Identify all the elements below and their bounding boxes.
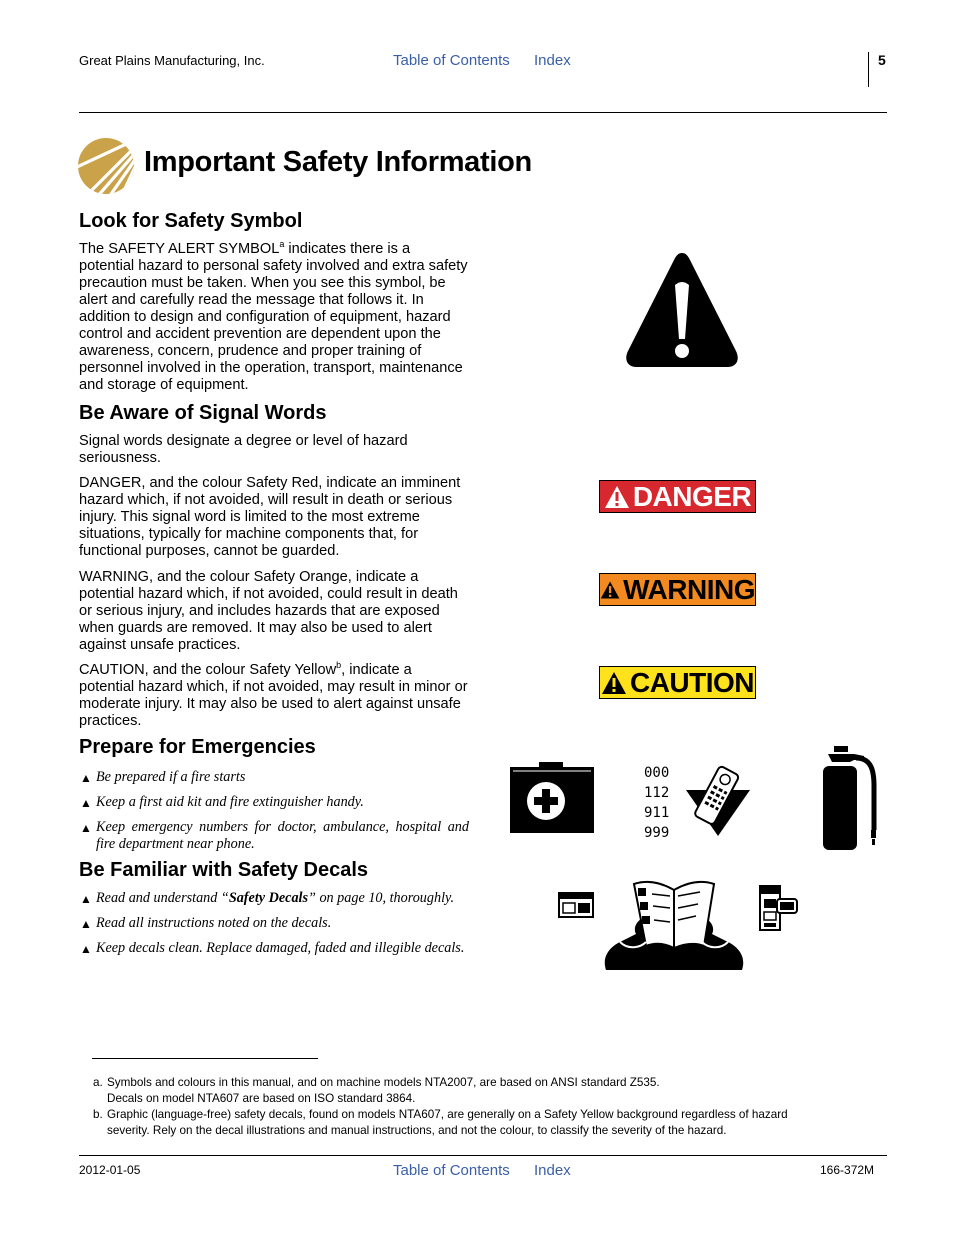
footnote-a [93,1075,867,1107]
page-title: Important Safety Information [144,146,532,178]
list-item: ▲ Keep decals clean. Replace damaged, faded and illegible decals. [80,940,465,956]
section-heading-signal-words: Be Aware of Signal Words [79,402,327,424]
caution-sign [599,666,756,699]
list-item: ▲ Be prepared if a fire starts [80,769,246,785]
footnote-text: Graphic (language-free) safety decals, found on models NTA607, are generally on a Safety Yellow background regardless of hazard [107,1108,788,1121]
danger-paragraph: DANGER, and the colour Safety Red, indicate an imminent hazard which, if not avoided, will result in death or serious injury. This signal word is limited to the most extreme situations, typically for machine components that, for functional purposes, cannot be guarded. [79,475,461,559]
list-item-text: Be prepared if a fire starts [96,769,246,785]
danger-alert-icon [604,485,630,509]
list-item-text: ” on page 10, thoroughly. [308,890,455,906]
section-heading-safety-decals: Be Familiar with Safety Decals [79,859,369,881]
footer-date: 2012-01-05 [79,1163,141,1177]
footnote-ref-b: b [336,660,342,671]
warning-sign [599,573,756,606]
emergency-list [79,769,469,861]
signal-words-intro: Signal words designate a degree or level of hazard seriousness. [79,433,408,466]
footer-rule [79,1155,887,1156]
emergency-number: 911 [644,805,670,821]
list-item: ▲ Keep a first aid kit and fire extinguisher handy. [80,794,364,810]
emergency-number: 112 [644,785,670,801]
safety-symbol-paragraph [79,241,469,394]
first-aid-kit-icon [509,762,595,834]
safety-symbol-text-rest: indicates there is a potential hazard to personal safety involved and extra safety precaution must be taken. When you see this symbol, be alert and carefully read the message that follows it. In addition to design and configuration of equipment, hazard control and accident prevention are dependent upon the awareness, concern, prudence and proper training of personnel involved in the operation, transport, maintenance and storage of equipment. [79,241,468,393]
section-heading-emergencies: Prepare for Emergencies [79,736,316,758]
safety-alert-icon [622,247,742,371]
caution-paragraph [79,662,469,730]
header-divider [868,52,869,87]
page-number: 5 [878,52,886,68]
list-item-text: Keep emergency numbers for doctor, ambulance, hospital and fire department near phone. [96,819,469,852]
header-toc-link[interactable]: Table of Contents [393,52,510,69]
list-item-text: Read all instructions noted on the decals. [96,915,332,931]
caution-text-rest: , indicate a potential hazard which, if not avoided, may result in minor or moderate injury. It may also be used to alert against unsafe practices. [79,662,468,729]
footnote-rule [92,1058,318,1059]
safety-decals-reference[interactable]: Safety Decals [228,890,309,906]
decals-list [79,890,469,965]
warning-paragraph: WARNING, and the colour Safety Orange, indicate a potential hazard which, if not avoided, could result in death or serious injury, and includes hazards that are exposed when guards are removed. It may also be used to alert against unsafe practices. [79,569,458,653]
danger-sign-label: DANGER [632,480,752,512]
footnote-label: a. [93,1076,103,1089]
caution-text-start: CAUTION, and the colour Safety Yellow [79,662,337,678]
footnote-text: Decals on model NTA607 are based on ISO standard 3864. [107,1092,416,1105]
footnote-b [93,1107,867,1139]
header-index-link[interactable]: Index [534,52,571,69]
phone-icon [686,764,752,838]
safety-symbol-text-start: The SAFETY ALERT SYMBOL [79,241,280,257]
warning-alert-icon [600,578,620,602]
fire-extinguisher-icon [820,746,878,850]
danger-sign [599,480,756,513]
list-item-text: Keep a first aid kit and fire extinguisher handy. [96,794,364,810]
emergency-numbers [644,763,669,843]
footnote-text: severity. Rely on the decal illustrations and manual instructions, and not the colour, to classify the severity of the hazard. [107,1124,727,1137]
footnote-text: Symbols and colours in this manual, and on machine models NTA2007, are based on ANSI standard Z535. [107,1076,660,1089]
decal-icon [558,892,594,918]
warning-sign-label: WARNING [623,573,755,605]
caution-alert-icon [601,671,627,695]
list-item-text: Read and understand “ [96,890,229,906]
footer-index-link[interactable]: Index [534,1162,571,1179]
footnote-ref-a: a [279,239,285,250]
footer-toc-link[interactable]: Table of Contents [393,1162,510,1179]
list-item-text: Keep decals clean. Replace damaged, faded and illegible decals. [96,940,465,956]
footnote-label: b. [93,1108,103,1121]
company-name: Great Plains Manufacturing, Inc. [79,53,265,68]
list-item: ▲ Read all instructions noted on the decals. [80,915,332,931]
document-code: 166-372M [820,1163,875,1177]
caution-sign-label: CAUTION [629,666,755,698]
reading-manual-icon [600,876,748,974]
emergency-number: 000 [644,765,670,781]
list-item: ▲ Read and understand “Safety Decals” on page 10, thoroughly. [80,890,455,906]
header-rule [79,112,887,113]
great-plains-logo-icon [77,137,135,195]
emergency-number: 999 [644,825,670,841]
decal-icon [759,885,799,931]
section-heading-safety-symbol: Look for Safety Symbol [79,210,303,232]
list-item: ▲ Keep emergency numbers for doctor, ambulance, hospital and fire department near phone. [80,819,469,852]
